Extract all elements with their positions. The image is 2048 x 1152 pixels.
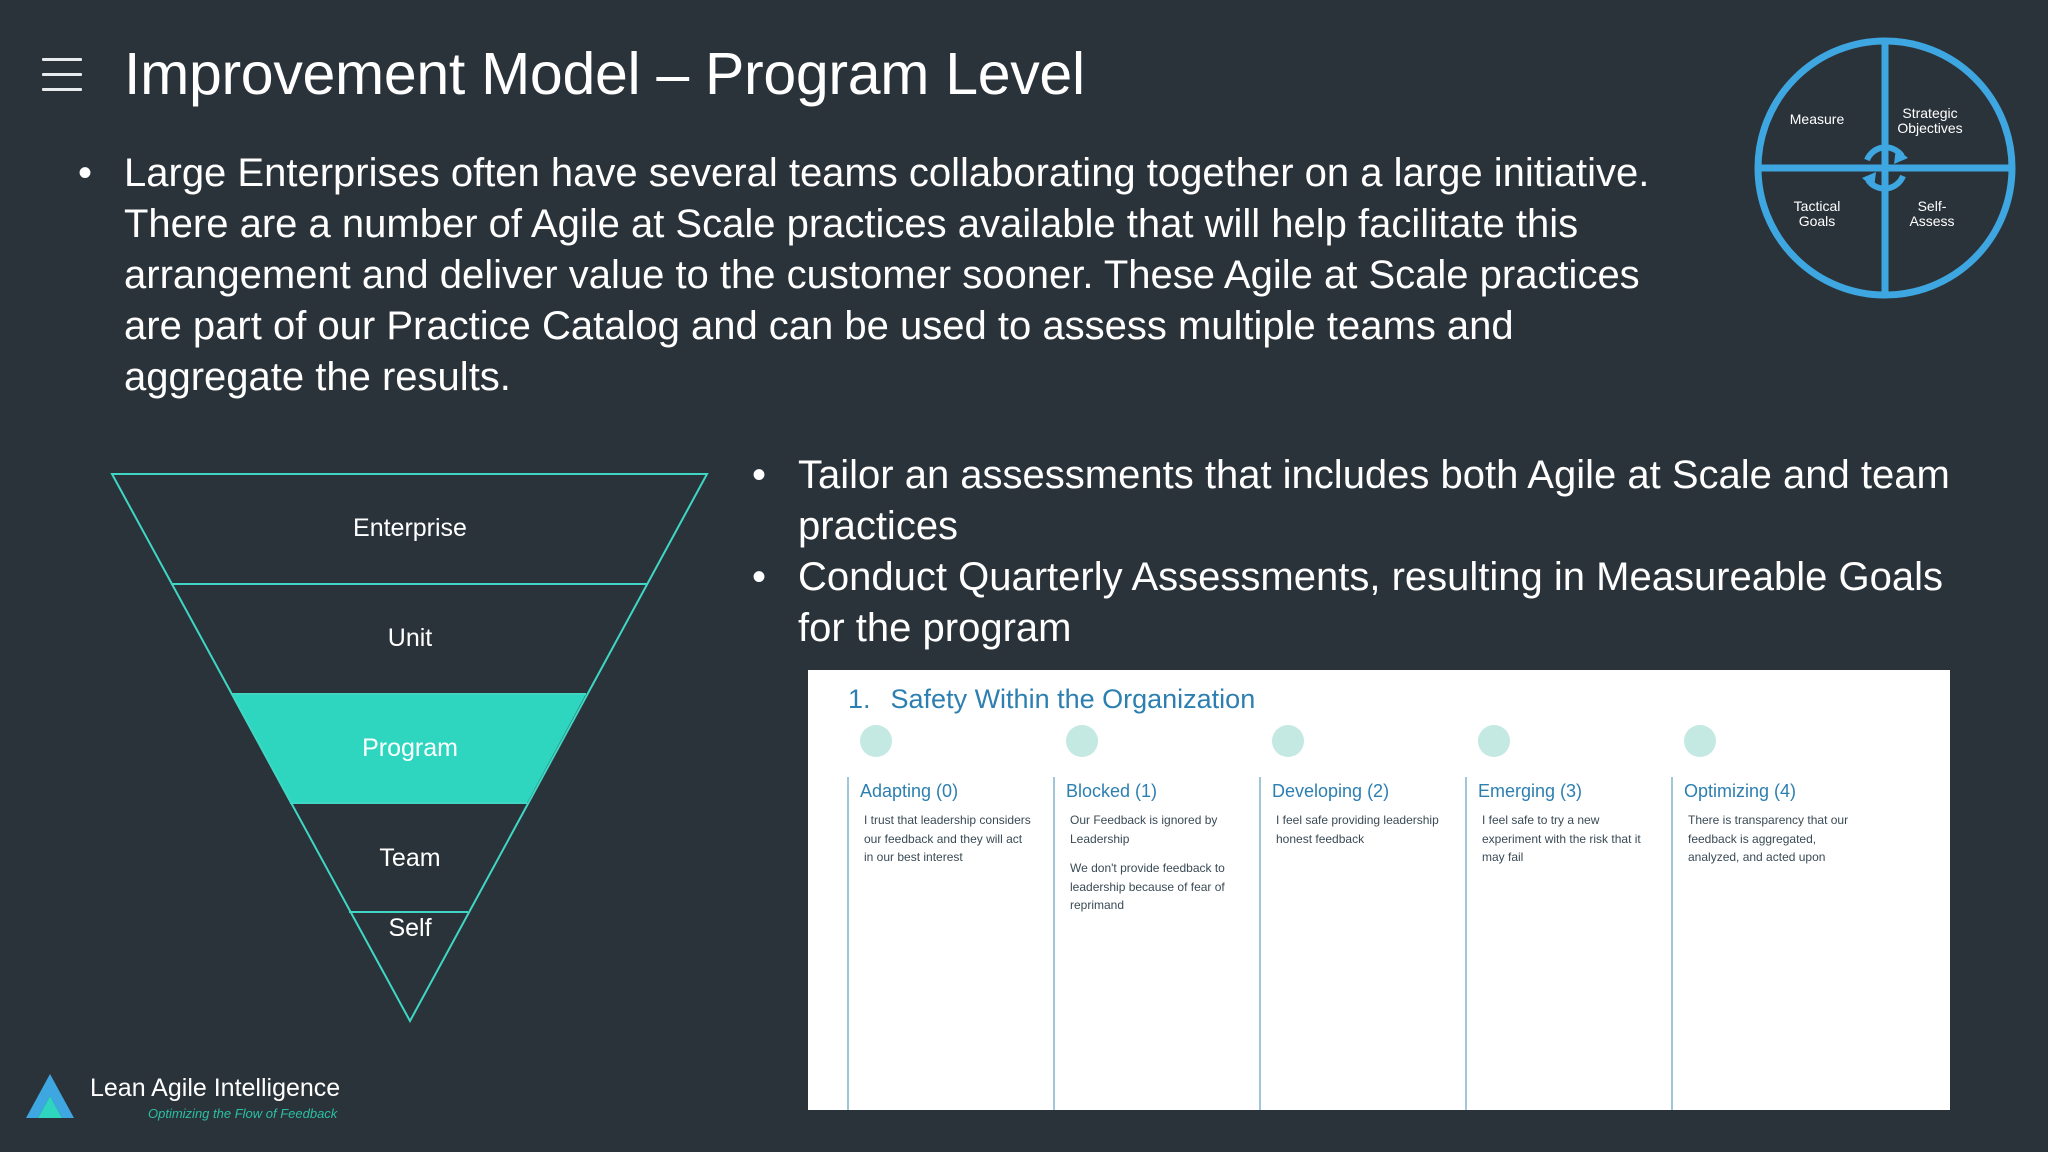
maturity-level-developing: [1272, 725, 1462, 1110]
funnel-level-unit: Unit: [387, 624, 433, 652]
level-label: Adapting (0): [860, 781, 959, 801]
bullet-glyph: •: [752, 453, 767, 497]
funnel-level-self: Self: [388, 914, 432, 942]
card-title-text: Safety Within the Organization: [890, 684, 1256, 714]
menu-line: [42, 73, 82, 76]
menu-line: [42, 88, 82, 91]
program-bullet: [752, 450, 1992, 552]
level-description-line: There is transparency that our feedback is aggregated, analyzed, and acted upon: [1688, 813, 1849, 864]
funnel-level-program: Program: [362, 734, 458, 762]
quadrant-strategic-line2: Objectives: [1897, 120, 1963, 136]
level-label: Developing (2): [1272, 781, 1390, 801]
level-description-line: I trust that leadership considers our feedback and they will act in our best interest: [864, 813, 1031, 864]
level-description-line: We don't provide feedback to leadership because of fear of reprimand: [1070, 861, 1225, 912]
level-label: Blocked (1): [1066, 781, 1158, 801]
quadrant-self-line2: Assess: [1909, 213, 1955, 229]
card-number: 1.: [848, 684, 871, 714]
intro-paragraph: [78, 148, 1678, 403]
intro-bullet: [78, 148, 1678, 403]
improvement-cycle-diagram: [1750, 36, 2020, 306]
bullet-text: Conduct Quarterly Assessments, resulting in Measureable Goals for the program: [798, 555, 1943, 650]
level-divider-line: [847, 777, 849, 1110]
company-logo: [26, 1068, 356, 1128]
intro-text: Large Enterprises often have several teams collaborating together on a large initiative. There are a number of Agile at Scale practices available that will help facilitate this arrangement and deliver value to the customer sooner. These Agile at Scale practices are part of our Practice Catalog and can be used to assess multiple teams and aggregate the results.: [124, 151, 1650, 399]
level-dot: [860, 725, 892, 757]
level-description: [1070, 811, 1240, 926]
level-dot: [1478, 725, 1510, 757]
maturity-level-adapting: [860, 725, 1050, 1110]
quadrant-measure: Measure: [1789, 111, 1845, 127]
assessment-card: [808, 670, 1950, 1110]
level-divider-line: [1053, 777, 1055, 1110]
bullet-glyph: •: [78, 151, 93, 195]
level-label: Emerging (3): [1478, 781, 1583, 801]
level-divider-line: [1259, 777, 1261, 1110]
level-description: [1276, 811, 1446, 859]
bullet-glyph: •: [752, 555, 767, 599]
level-description: [1482, 811, 1652, 878]
slide-title: Improvement Model – Program Level: [124, 41, 1085, 107]
quadrant-strategic-line1: Strategic: [1902, 105, 1958, 121]
logo-tagline: Optimizing the Flow of Feedback: [148, 1106, 338, 1121]
program-bullet-list: [752, 450, 1992, 654]
funnel-level-team: Team: [379, 844, 441, 872]
maturity-level-blocked: [1066, 725, 1256, 1110]
program-bullet: [752, 552, 1992, 654]
level-description-line: Our Feedback is ignored by Leadership: [1070, 813, 1218, 846]
maturity-level-emerging: [1478, 725, 1668, 1110]
level-description: [864, 811, 1034, 878]
menu-line: [42, 58, 82, 61]
maturity-level-optimizing: [1684, 725, 1874, 1110]
quadrant-tactical-line2: Goals: [1798, 213, 1836, 229]
level-divider-line: [1465, 777, 1467, 1110]
hamburger-menu-icon[interactable]: [42, 58, 82, 98]
level-description-line: I feel safe to try a new experiment with the risk that it may fail: [1482, 813, 1641, 864]
level-dot: [1684, 725, 1716, 757]
level-dot: [1066, 725, 1098, 757]
logo-mountain-icon: [26, 1070, 80, 1122]
level-description-line: I feel safe providing leadership honest feedback: [1276, 813, 1439, 846]
level-divider-line: [1671, 777, 1673, 1110]
level-dot: [1272, 725, 1304, 757]
level-label: Optimizing (4): [1684, 781, 1797, 801]
level-funnel-diagram: [100, 465, 730, 1030]
quadrant-self-line1: Self-: [1917, 198, 1947, 214]
bullet-text: Tailor an assessments that includes both Agile at Scale and team practices: [798, 453, 1950, 548]
logo-name: Lean Agile Intelligence: [90, 1074, 341, 1102]
card-title: [848, 684, 1255, 715]
quadrant-tactical-line1: Tactical: [1793, 198, 1841, 214]
level-description: [1688, 811, 1858, 878]
funnel-level-enterprise: Enterprise: [353, 514, 467, 542]
